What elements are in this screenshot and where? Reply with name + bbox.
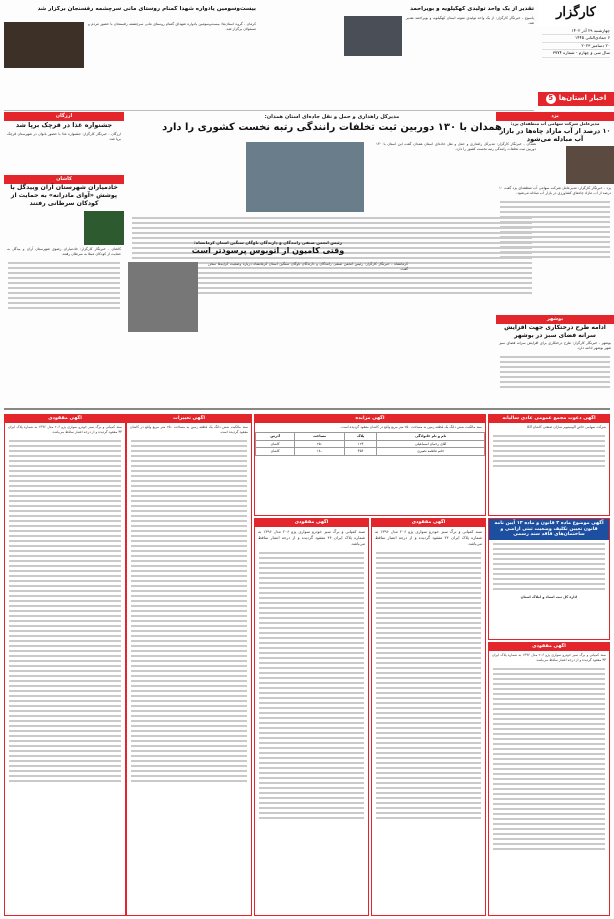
story-body: کرمانشاه - خبرنگار کارگزار: رئیس انجمن صنفی رانندگان و دارندگان ناوگان سنگین استان کرمانشاه درباره وضعیت کرایه‌ها سخن گفت. xyxy=(208,262,408,272)
story-photo xyxy=(344,16,402,56)
ad-heading: آگهی مفقودی xyxy=(255,519,368,527)
ad-lost-column xyxy=(254,518,369,916)
ad-footer: اداره کل ثبت اسناد و املاک استان xyxy=(520,594,578,599)
ad-heading: آگهی مزایده xyxy=(255,415,485,423)
ad-heading: آگهی موضوع ماده ۳ قانون و ماده ۱۳ آیین نامه قانون تعیین تکلیف وضعیت ثبتی اراضی و ساختمان‌های فاقد سند رسمی xyxy=(489,519,609,540)
ad-body: سند کمپانی و برگ سبز خودرو سواری پژو ۲۰۶ مدل ۱۳۹۶ به شماره پلاک ایران ۴۴ مفقود گردیده و از درجه اعتبار ساقط می‌باشد. xyxy=(375,529,482,546)
story-body: کرمان - گروه استان‌ها: بیست‌وسومین یادواره شهدای گمنام روستای مانی سرچشمه رفسنجان با حضور مردم و مسئولان برگزار شد. xyxy=(88,22,256,32)
headline: وقتی کامیون از اتوبوس پرسودتر است xyxy=(191,245,345,255)
newspaper-logo: کارگزار xyxy=(538,0,614,26)
headline: جشنواره غذا در قرچک برپا شد xyxy=(15,121,113,129)
table-row: آقای رحمان اسماعیلی ۱۲۳ ۲۵۰ کاشان xyxy=(256,440,485,448)
headline: تقدیر از یک واحد تولیدی کهگیلویه و بویراحمد xyxy=(410,6,534,12)
ad-heading: آگهی مفقودی xyxy=(489,643,609,651)
kashan-story xyxy=(4,175,124,355)
story-photo xyxy=(4,22,84,68)
ad-table xyxy=(255,432,485,456)
ad-partition xyxy=(488,518,610,640)
official-photo xyxy=(566,146,614,184)
masthead xyxy=(538,0,614,92)
kicker: رئیس انجمن صنفی رانندگان و دارندگان ناوگان سنگین استان کرمانشاه: xyxy=(194,240,342,245)
ad-heading: آگهی مفقودی xyxy=(5,415,125,423)
ad-body: سند کمپانی و برگ سبز خودرو سواری پژو ۲۰۶ مدل ۱۳۹۶ به شماره پلاک ایران ۴۴ مفقود گردیده و از درجه اعتبار ساقط می‌باشد. xyxy=(8,425,122,434)
ad-lines xyxy=(372,552,485,819)
section-tag: بوشهر xyxy=(496,315,614,324)
headline: ادامه طرح درختکاری جهت افزایش سرانه فضای سبز در بوشهر xyxy=(504,324,606,339)
ad-company: شرکت سهامی خاص آلومینیوم سازان صنعتی کاشان آلکا xyxy=(526,425,606,429)
text-lines xyxy=(4,262,124,309)
ad-body: سند کمپانی و برگ سبز خودرو سواری پژو ۲۰۶ مدل ۱۳۹۶ به شماره پلاک ایران ۴۴ مفقود گردیده و از درجه اعتبار ساقط می‌باشد. xyxy=(258,529,365,546)
headline: بیست‌وسومین یادواره شهدا گمنام روستای مانی سرچشمه رفسنجان برگزار شد xyxy=(37,6,256,12)
table-header: آدرس xyxy=(256,433,295,441)
section-label: اخبار استان‌ها xyxy=(558,94,607,103)
ad-heading: آگهی دعوت مجمع عمومی عادی سالیانه xyxy=(489,415,609,423)
issue-line: ۲۰ دسامبر ۲۰۲۳ xyxy=(542,43,610,50)
arzegan-story xyxy=(4,112,124,172)
section-tag: یزد xyxy=(496,112,614,121)
section-tag: ارزگان xyxy=(4,112,124,121)
headline: خادمیاران شهرستان آران وبیدگل با پوشش «آوای مادرانه» به حمایت از کودکان سرطانی رفتند xyxy=(10,184,118,207)
ad-notice-column xyxy=(126,414,252,916)
emblem-photo xyxy=(84,211,124,245)
ad-company-invite xyxy=(488,414,610,516)
issue-line: ۶ جمادی‌الثانی ۱۴۴۵ xyxy=(542,35,610,42)
ad-lines xyxy=(127,440,251,782)
headline: همدان با ۱۳۰ دوربین ثبت تخلفات رانندگی رتبه نخست کشوری را دارد xyxy=(162,122,502,134)
issue-line: چهارشنبه ۲۹ آذر ۱۴۰۲ xyxy=(542,28,610,35)
table-header: پلاک xyxy=(344,433,376,441)
ad-heading: آگهی مفقودی xyxy=(372,519,485,527)
section-tag: کاشان xyxy=(4,175,124,184)
story-body: ارزگان - خبرنگار کارگزار: جشنواره غذا با حضور بانوان در شهرستان قرچک برپا شد. xyxy=(7,131,121,141)
ad-tender-table xyxy=(254,414,486,516)
headline: ۱۰ درصد از آب مازاد چاه‌ها در بازار آب مبادله می‌شود xyxy=(499,126,611,143)
ads-divider xyxy=(4,408,610,410)
table-header: مساحت xyxy=(295,433,345,441)
kicker: مدیرکل راهداری و حمل و نقل جاده‌ای استان همدان: xyxy=(264,114,400,120)
ad-lines xyxy=(255,552,368,819)
official-photo xyxy=(246,142,364,212)
story-body: همدان - خبرنگار کارگزار: مدیرکل راهداری و حمل و نقل جاده‌ای استان همدان گفت این استان با ۱۳۰ دوربین ثبت تخلفات رانندگی رتبه نخست کشور را دارد. xyxy=(376,142,536,152)
story-body: یزد - خبرنگار کارگزار: مدیرعامل شرکت سهامی آب منطقه‌ای یزد گفت ۱۰ درصد از آب مازاد چاه‌های کشاورزی در بازار آب مبادله می‌شود. xyxy=(499,185,611,195)
top-story-left xyxy=(4,6,256,96)
text-lines xyxy=(496,201,614,258)
ad-body: سند کمپانی و برگ سبز خودرو سواری پژو ۲۰۶ مدل ۱۳۹۶ به شماره پلاک ایران ۴۴ مفقود گردیده و از درجه اعتبار ساقط می‌باشد. xyxy=(492,653,606,662)
ad-lost-left-column xyxy=(4,414,126,916)
story-body: کاشان - خبرنگار کارگزار: خادمیاران رضوی شهرستان آران و بیدگل به حمایت از کودکان مبتلا به سرطان رفتند. xyxy=(7,247,121,257)
story-body: یاسوج - خبرنگار کارگزار: از یک واحد تولیدی نمونه استان کهگیلویه و بویراحمد تقدیر شد. xyxy=(406,16,534,26)
ad-lines xyxy=(489,668,609,850)
text-lines xyxy=(496,356,614,388)
section-bar xyxy=(538,92,614,106)
ad-lines xyxy=(489,435,609,467)
issue-line: سال سی و چهارم - شماره ۳۷۷۴ xyxy=(542,50,610,57)
yazd-story xyxy=(496,112,614,312)
table-header: نام و نام خانوادگی xyxy=(377,433,485,441)
ad-body: سند مالکیت شش دانگ یک قطعه زمین به مساحت ۲۵۰ متر مربع واقع در کاشان مفقود گردیده است. xyxy=(340,425,482,429)
ad-lost-column xyxy=(371,518,486,916)
ad-lost-stack xyxy=(488,642,610,916)
kicker: مدیرعامل شرکت سهامی آب منطقه‌ای یزد: xyxy=(510,121,600,126)
issue-info xyxy=(538,26,614,60)
divider xyxy=(4,110,534,111)
ad-body: سند مالکیت شش دانگ یک قطعه زمین به مساحت ۲۵۰ متر مربع واقع در کاشان مفقود گردیده است. xyxy=(130,425,248,434)
story-body: بوشهر - خبرنگار کارگزار: طرح درختکاری برای افزایش سرانه فضای سبز شهر بوشهر ادامه دارد. xyxy=(499,341,611,351)
top-story-right xyxy=(344,6,534,96)
ad-heading: آگهی تغییرات xyxy=(127,415,251,423)
ad-lines xyxy=(5,440,125,782)
table-row: خانم فاطمه نصیری ۴۵۶ ۱۸۰ کاشان xyxy=(256,448,485,456)
page-number: 5 xyxy=(546,94,556,104)
ad-lines xyxy=(489,543,609,590)
bushehr-story xyxy=(496,315,614,403)
official-photo xyxy=(128,262,198,332)
kermanshah-story xyxy=(128,240,408,355)
